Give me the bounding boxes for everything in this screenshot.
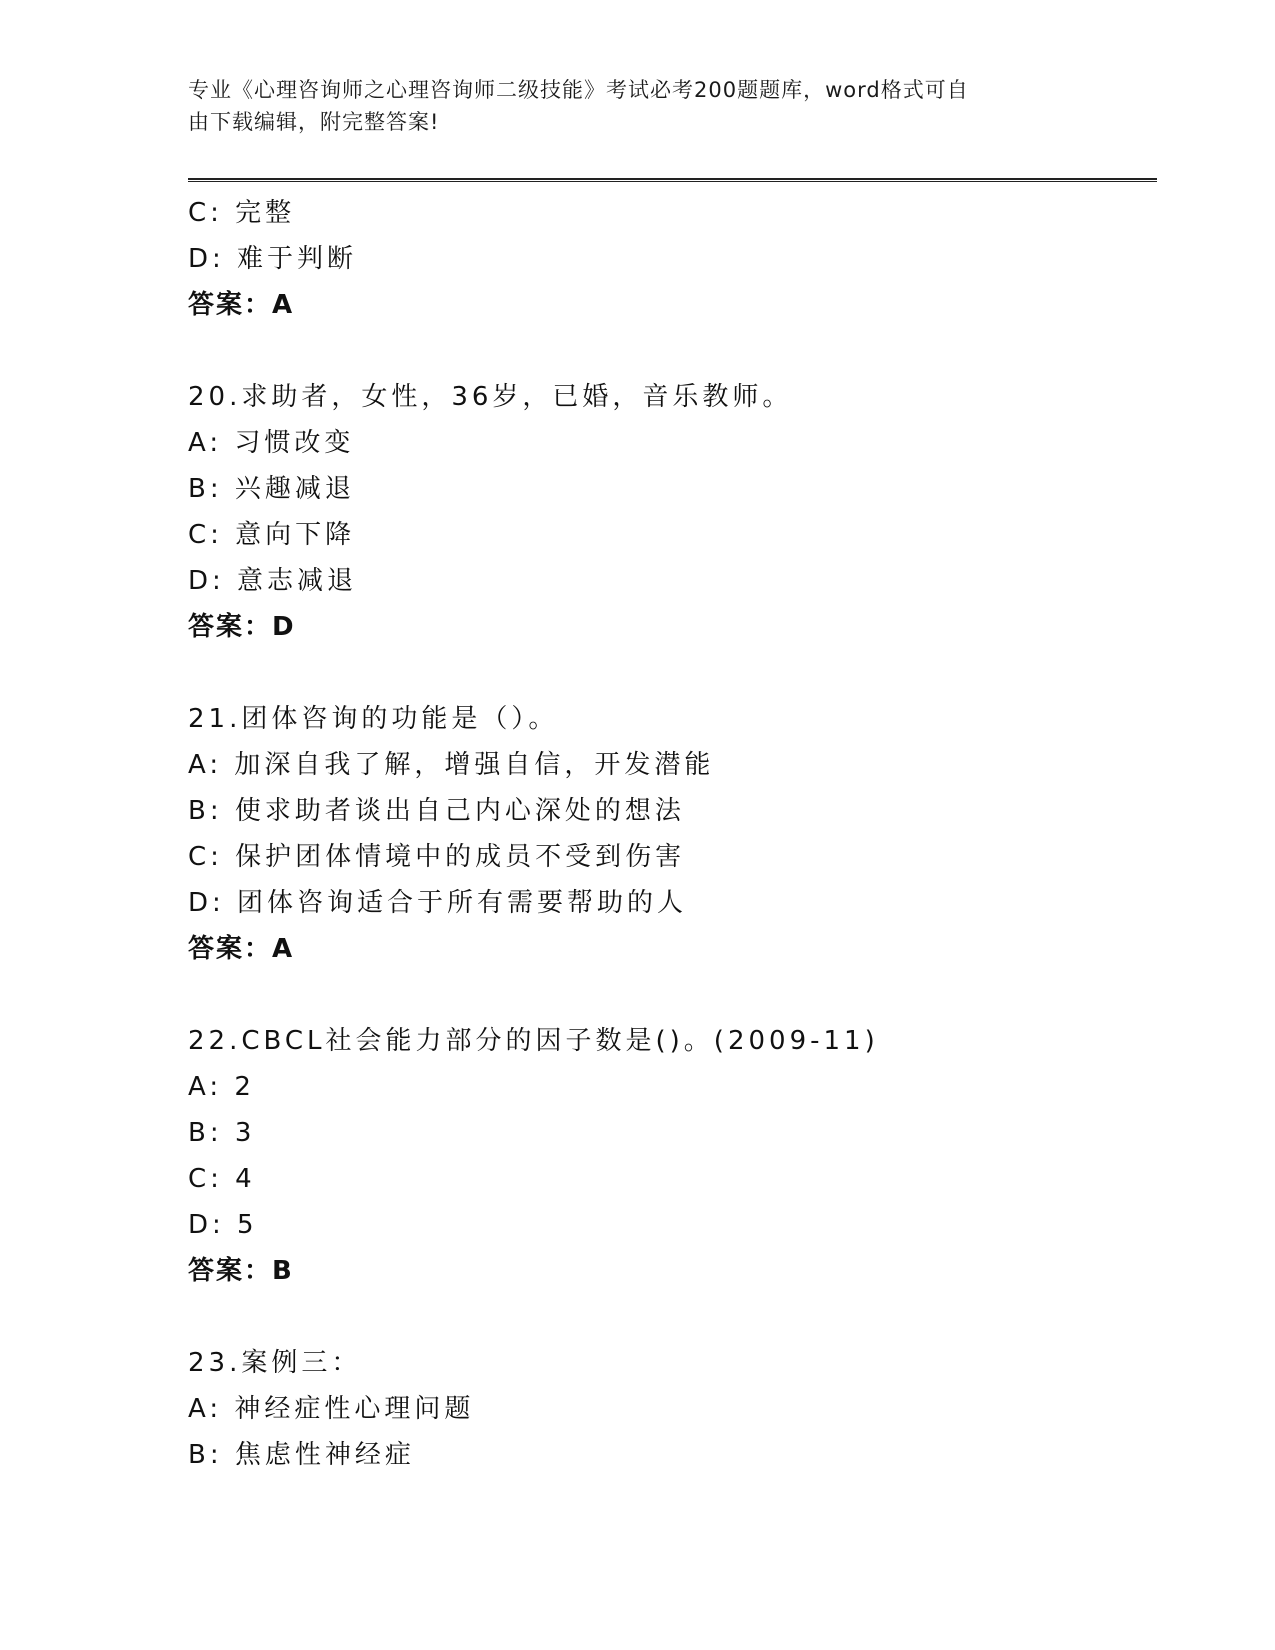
- option-a: A: 2: [188, 1072, 255, 1102]
- option-c: C: 意向下降: [188, 520, 356, 550]
- option-b: B: 兴趣减退: [188, 474, 355, 504]
- question-stem: 23.案例三：: [188, 1348, 362, 1378]
- question-23: [188, 1340, 1157, 1478]
- question-21: [188, 696, 1157, 972]
- option-b: B: 3: [188, 1118, 256, 1148]
- option-a: A: 习惯改变: [188, 428, 355, 458]
- option-c: C: 4: [188, 1164, 256, 1194]
- option-a: A: 加深自我了解，增强自信，开发潜能: [188, 750, 715, 780]
- option-d: D: 难于判断: [188, 244, 358, 274]
- header-line-1: 专业《心理咨询师之心理咨询师二级技能》考试必考200题题库，word格式可自: [188, 78, 969, 102]
- spacer: [188, 1294, 1157, 1340]
- option-c: C: 保护团体情境中的成员不受到伤害: [188, 842, 686, 872]
- option-d: D: 团体咨询适合于所有需要帮助的人: [188, 888, 688, 918]
- question-stem: 22.CBCL社会能力部分的因子数是()。(2009-11): [188, 1026, 879, 1056]
- spacer: [188, 972, 1157, 1018]
- option-d: D: 意志减退: [188, 566, 358, 596]
- question-20: [188, 374, 1157, 650]
- question-stem: 20.求助者，女性，36岁，已婚，音乐教师。: [188, 382, 793, 412]
- document-body: [188, 190, 1157, 1478]
- answer-line: 答案：D: [188, 612, 296, 642]
- option-c: C: 完整: [188, 198, 296, 228]
- option-b: B: 焦虑性神经症: [188, 1440, 415, 1470]
- option-d: D: 5: [188, 1210, 258, 1240]
- continued-question: [188, 190, 1157, 328]
- answer-line: 答案：A: [188, 290, 295, 320]
- answer-line: 答案：A: [188, 934, 295, 964]
- answer-line: 答案：B: [188, 1256, 294, 1286]
- question-22: [188, 1018, 1157, 1294]
- question-stem: 21.团体咨询的功能是（）。: [188, 704, 559, 734]
- option-a: A: 神经症性心理问题: [188, 1394, 475, 1424]
- document-header: [188, 74, 1068, 138]
- header-divider: [188, 178, 1157, 182]
- option-b: B: 使求助者谈出自己内心深处的想法: [188, 796, 685, 826]
- spacer: [188, 328, 1157, 374]
- spacer: [188, 650, 1157, 696]
- header-line-2: 由下载编辑，附完整答案!: [188, 110, 440, 134]
